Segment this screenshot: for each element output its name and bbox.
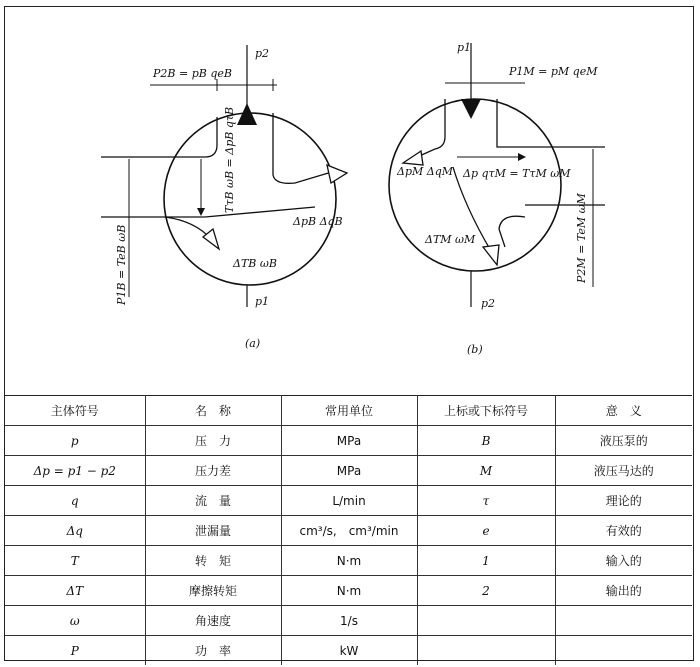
cell-unit: N·m [281, 546, 417, 576]
pump-power-in-label: P1B = TeB ωB [115, 224, 128, 305]
cell-meaning: 理论的 [555, 486, 692, 516]
cell-subscript: B [417, 426, 555, 456]
pump-output-channel [101, 117, 217, 157]
header-unit: 常用单位 [281, 396, 417, 426]
cell-symbol: ω [5, 606, 145, 636]
cell-name: 压力差 [145, 456, 281, 486]
pump-friction-arrow [203, 229, 219, 249]
motor-input-channel-left [417, 99, 445, 157]
cell-subscript: 2 [417, 576, 555, 606]
motor-diagram [389, 41, 605, 356]
motor-leakage-arrow [403, 151, 423, 165]
cell-subscript [417, 606, 555, 636]
cell-meaning: 有效的 [555, 516, 692, 546]
pump-output-channel-right [273, 113, 335, 183]
motor-p-bottom: p2 [481, 297, 496, 310]
pump-caption: (a) [245, 337, 261, 350]
pump-theoretical-label: TτB ωB = ΔpB qτB [223, 106, 236, 213]
cell-unit: N·m [281, 576, 417, 606]
motor-friction-label: ΔTM ωM [425, 233, 476, 246]
table-row [5, 516, 692, 546]
table-row [5, 576, 692, 606]
symbol-legend-table [5, 395, 692, 665]
cell-symbol: P [5, 636, 145, 666]
header-meaning: 意 义 [555, 396, 692, 426]
header-main-symbol: 主体符号 [5, 396, 145, 426]
motor-input-channel-right [497, 99, 605, 147]
figure-frame [4, 6, 694, 661]
cell-name: 泄漏量 [145, 516, 281, 546]
table-row [5, 636, 692, 666]
cell-name: 功 率 [145, 636, 281, 666]
pump-power-out-label: P2B = pB qeB [153, 67, 232, 80]
cell-unit: MPa [281, 426, 417, 456]
cell-subscript: 1 [417, 546, 555, 576]
cell-meaning: 液压泵的 [555, 426, 692, 456]
header-subscript: 上标或下标符号 [417, 396, 555, 426]
table-row [5, 546, 692, 576]
pump-friction-label: ΔTB ωB [233, 257, 277, 270]
pump-p-bottom: p1 [255, 295, 270, 308]
cell-symbol: T [5, 546, 145, 576]
motor-flow-triangle [461, 99, 481, 119]
cell-unit: L/min [281, 486, 417, 516]
header-name: 名 称 [145, 396, 281, 426]
cell-unit: 1/s [281, 606, 417, 636]
cell-name: 转 矩 [145, 546, 281, 576]
cell-subscript: M [417, 456, 555, 486]
pump-diagram [101, 45, 347, 350]
cell-subscript: e [417, 516, 555, 546]
pump-p-top: p2 [255, 47, 270, 60]
motor-theoretical-label: Δp qτM = TτM ωM [463, 167, 571, 180]
cell-name: 压 力 [145, 426, 281, 456]
table-row [5, 486, 692, 516]
motor-caption: (b) [467, 343, 483, 356]
cell-symbol: Δp = p1 − p2 [5, 456, 145, 486]
cell-unit: cm³/s, cm³/min [281, 516, 417, 546]
motor-power-in-label: P1M = pM qeM [509, 65, 598, 78]
motor-power-out-label: P2M = TeM ωM [575, 193, 588, 283]
cell-meaning [555, 636, 692, 666]
table-row [5, 456, 692, 486]
cell-meaning: 输入的 [555, 546, 692, 576]
cell-symbol: p [5, 426, 145, 456]
cell-meaning: 输出的 [555, 576, 692, 606]
cell-name: 摩擦转矩 [145, 576, 281, 606]
cell-name: 流 量 [145, 486, 281, 516]
pump-hydraulic-output-arrow [327, 165, 347, 183]
motor-output-channel [499, 216, 525, 247]
pump-leakage-label: ΔpB ΔqB [293, 215, 343, 228]
motor-friction-arrow [483, 245, 499, 265]
pump-input-channel [101, 207, 315, 217]
motor-leakage-label: ΔpM ΔqM [397, 165, 453, 178]
energy-flow-diagram [5, 7, 695, 395]
cell-unit: MPa [281, 456, 417, 486]
cell-name: 角速度 [145, 606, 281, 636]
cell-meaning: 液压马达的 [555, 456, 692, 486]
cell-symbol: ΔT [5, 576, 145, 606]
motor-p-top: p1 [457, 41, 472, 54]
cell-subscript [417, 636, 555, 666]
cell-unit: kW [281, 636, 417, 666]
cell-symbol: Δq [5, 516, 145, 546]
table-row [5, 426, 692, 456]
cell-meaning [555, 606, 692, 636]
cell-subscript: τ [417, 486, 555, 516]
table-header-row [5, 396, 692, 426]
table-row [5, 606, 692, 636]
cell-symbol: q [5, 486, 145, 516]
